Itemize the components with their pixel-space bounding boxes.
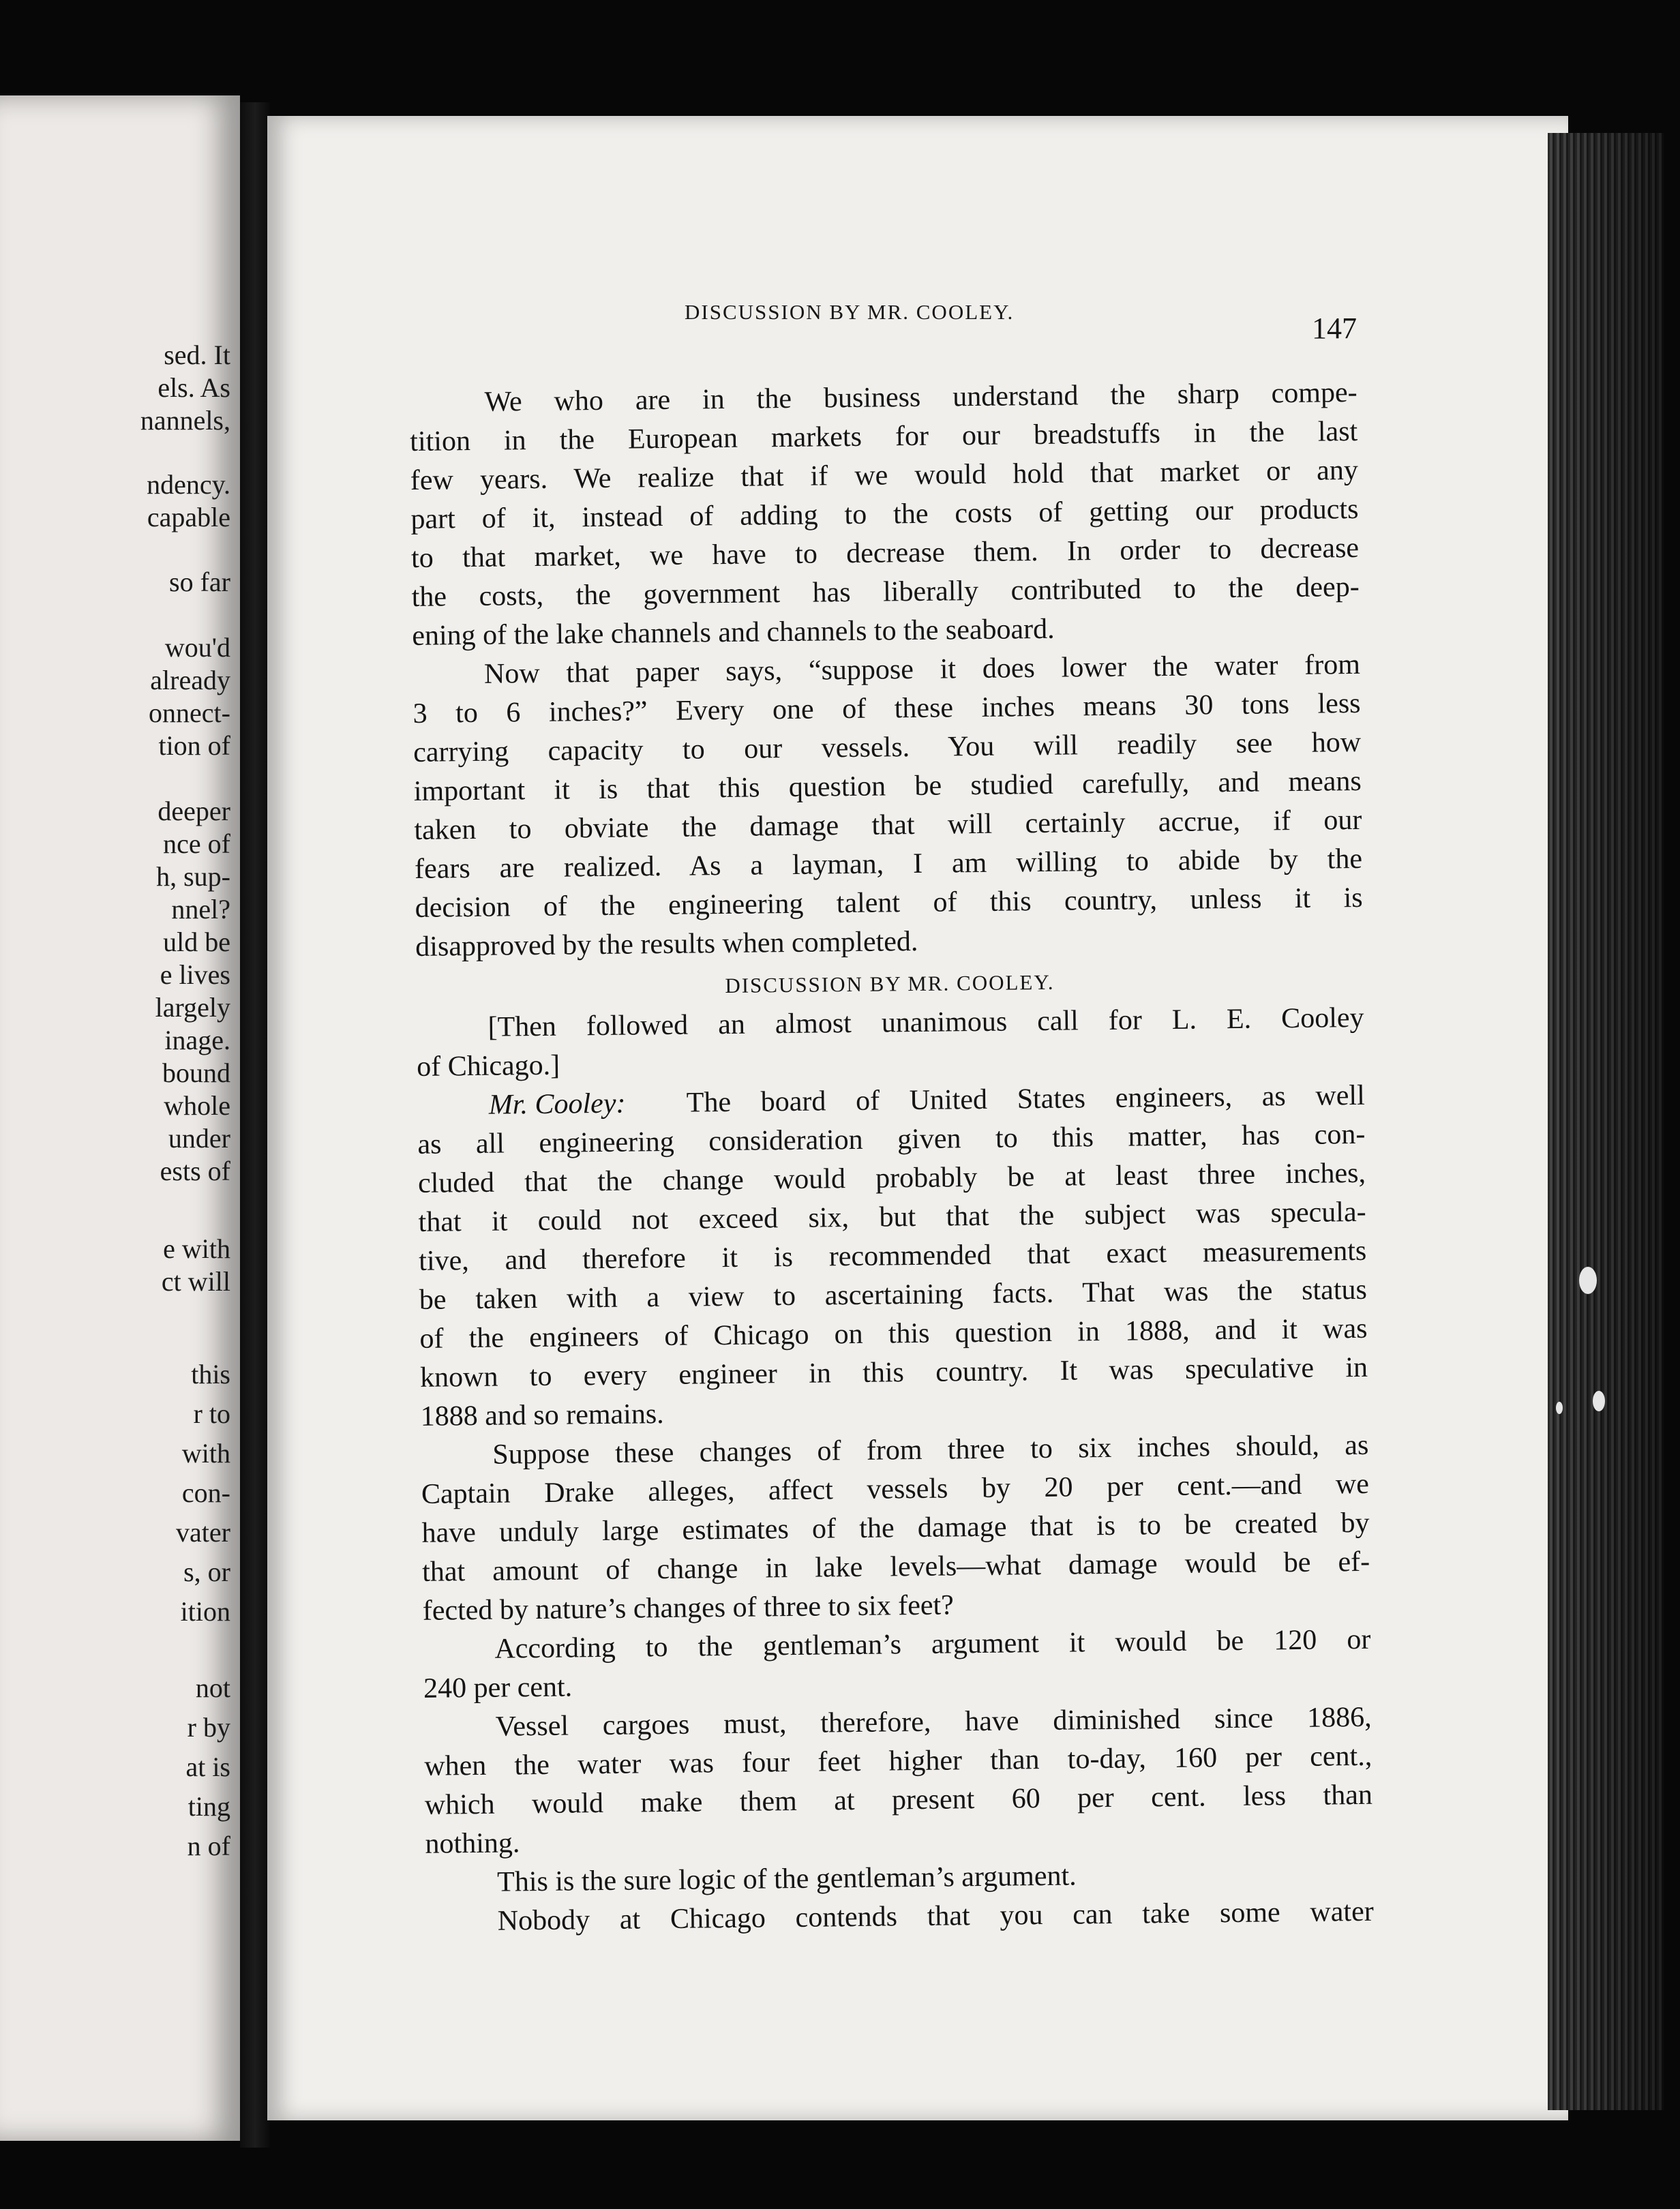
text-line: when the water was four feet higher than to-day, 160 per cent.,: [424, 1740, 1372, 1782]
text-line: important it is that this question be studied carefully, and means: [413, 765, 1362, 807]
left-line: vater: [176, 1517, 230, 1548]
text-line: Now that paper says, “suppose it does lower the water from: [483, 648, 1361, 690]
left-line: sed. It: [164, 340, 230, 370]
text-line: that it could not exceed six, but that the subject was specula-: [418, 1196, 1366, 1238]
text-line: as all engineering consideration given to this matter, has con-: [417, 1118, 1366, 1160]
left-line: inage.: [164, 1025, 230, 1055]
book-gutter: [240, 102, 270, 2148]
section-heading: DISCUSSION BY MR. COOLEY.: [725, 970, 1055, 998]
left-page: [0, 95, 240, 2141]
left-line: largely: [155, 992, 230, 1023]
left-line: uld be: [163, 927, 230, 957]
text-line: fected by nature’s changes of three to six feet?: [422, 1589, 955, 1627]
left-line: n of: [187, 1831, 230, 1861]
text-line: cluded that the change would probably be at least three inches,: [417, 1157, 1366, 1199]
left-line: nce of: [163, 828, 230, 859]
left-line: this: [191, 1359, 230, 1389]
left-line: deeper: [158, 796, 230, 826]
left-line: bound: [162, 1057, 230, 1088]
page-edges-shadow: [1548, 133, 1664, 2110]
text-line: the costs, the government has liberally contributed to the deep-: [411, 571, 1360, 613]
text-line: 240 per cent.: [423, 1671, 573, 1704]
left-line: ct will: [161, 1266, 230, 1297]
text-line: tive, and therefore it is recommended that exact measurements: [419, 1235, 1367, 1277]
left-line: ests of: [160, 1156, 230, 1186]
text-line: This is the sure logic of the gentleman’s argument.: [496, 1860, 1077, 1898]
left-line: els. As: [158, 372, 230, 403]
left-line: capable: [147, 502, 230, 532]
left-line: wou'd: [164, 632, 230, 663]
text-line: 3 to 6 inches?” Every one of these inches means 30 tons less: [412, 687, 1361, 730]
left-line: already: [150, 665, 230, 695]
text-line: carrying capacity to our vessels. You will readily see how: [412, 726, 1362, 768]
left-line: s, or: [183, 1557, 230, 1587]
text-line: Suppose these changes of from three to six inches should, as: [492, 1429, 1369, 1471]
text-line: The board of United States engineers, as well: [686, 1079, 1365, 1119]
scan-speck: [1556, 1402, 1563, 1414]
text-line: fears are realized. As a layman, I am willing to abide by the: [414, 843, 1363, 885]
left-line: onnect-: [149, 697, 230, 728]
text-line: which would make them at present 60 per cent. less than: [424, 1779, 1373, 1821]
text-line: disapproved by the results when completed.: [415, 925, 918, 963]
left-line: so far: [169, 567, 230, 597]
scan-speck: [1593, 1391, 1605, 1411]
text-line: part of it, instead of adding to the costs of getting our products: [410, 493, 1359, 535]
left-line: ition: [180, 1596, 230, 1627]
text-line: to that market, we have to decrease them. In order to decrease: [410, 532, 1360, 574]
left-line: at is: [185, 1752, 230, 1782]
text-line: taken to obviate the damage that will certainly accrue, if our: [414, 804, 1362, 846]
text-line: tition in the European markets for our breadstuffs in the last: [410, 415, 1358, 457]
text-line: have unduly large estimates of the damage that is to be created by: [421, 1507, 1370, 1549]
text-line: known to every engineer in this country. It was speculative in: [419, 1351, 1368, 1394]
left-line: not: [195, 1672, 230, 1703]
left-line: nnel?: [171, 894, 230, 925]
left-line: with: [181, 1438, 230, 1469]
left-line: nannels,: [140, 405, 230, 436]
body-text: [409, 351, 1374, 1943]
left-line: under: [168, 1123, 230, 1154]
text-line: Vessel cargoes must, therefore, have diminished since 1886,: [495, 1701, 1372, 1743]
left-line: tion of: [158, 730, 230, 761]
left-line: con-: [181, 1477, 230, 1508]
left-line: r to: [193, 1398, 230, 1429]
text-line: ening of the lake channels and channels to the seaboard.: [412, 613, 1055, 652]
text-line: Nobody at Chicago contends that you can take some water: [497, 1895, 1374, 1937]
text-line: nothing.: [425, 1827, 520, 1860]
text-line: of the engineers of Chicago on this question in 1888, and it was: [419, 1312, 1368, 1355]
running-head: DISCUSSION BY MR. COOLEY.: [685, 300, 1015, 324]
text-line: few years. We realize that if we would hold that market or any: [410, 454, 1359, 496]
text-line: decision of the engineering talent of this country, unless it is: [415, 882, 1363, 924]
text-line: According to the gentleman’s argument it would be 120 or: [494, 1623, 1371, 1665]
text-line: 1888 and so remains.: [420, 1398, 664, 1432]
left-line: r by: [187, 1712, 230, 1743]
left-line: h, sup-: [156, 861, 230, 892]
text-line: [Then followed an almost unanimous call for L. E. Cooley: [487, 1002, 1364, 1043]
left-line: whole: [164, 1090, 230, 1121]
text-line: that amount of change in lake levels—what damage would be ef-: [421, 1546, 1370, 1588]
left-line: e with: [163, 1233, 230, 1264]
left-line: ndency.: [147, 469, 230, 500]
left-line: ting: [188, 1791, 230, 1822]
speaker-label: Mr. Cooley:: [488, 1087, 626, 1121]
scan-speck: [1579, 1267, 1597, 1294]
text-line: of Chicago.]: [416, 1049, 560, 1083]
text-line: We who are in the business understand the sharp compe-: [484, 376, 1358, 418]
page-number: 147: [1312, 312, 1357, 345]
text-line: Captain Drake alleges, affect vessels by 20 per cent.—and we: [421, 1468, 1370, 1510]
left-line: e lives: [160, 959, 230, 990]
text-line: be taken with a view to ascertaining facts. That was the status: [419, 1274, 1368, 1316]
